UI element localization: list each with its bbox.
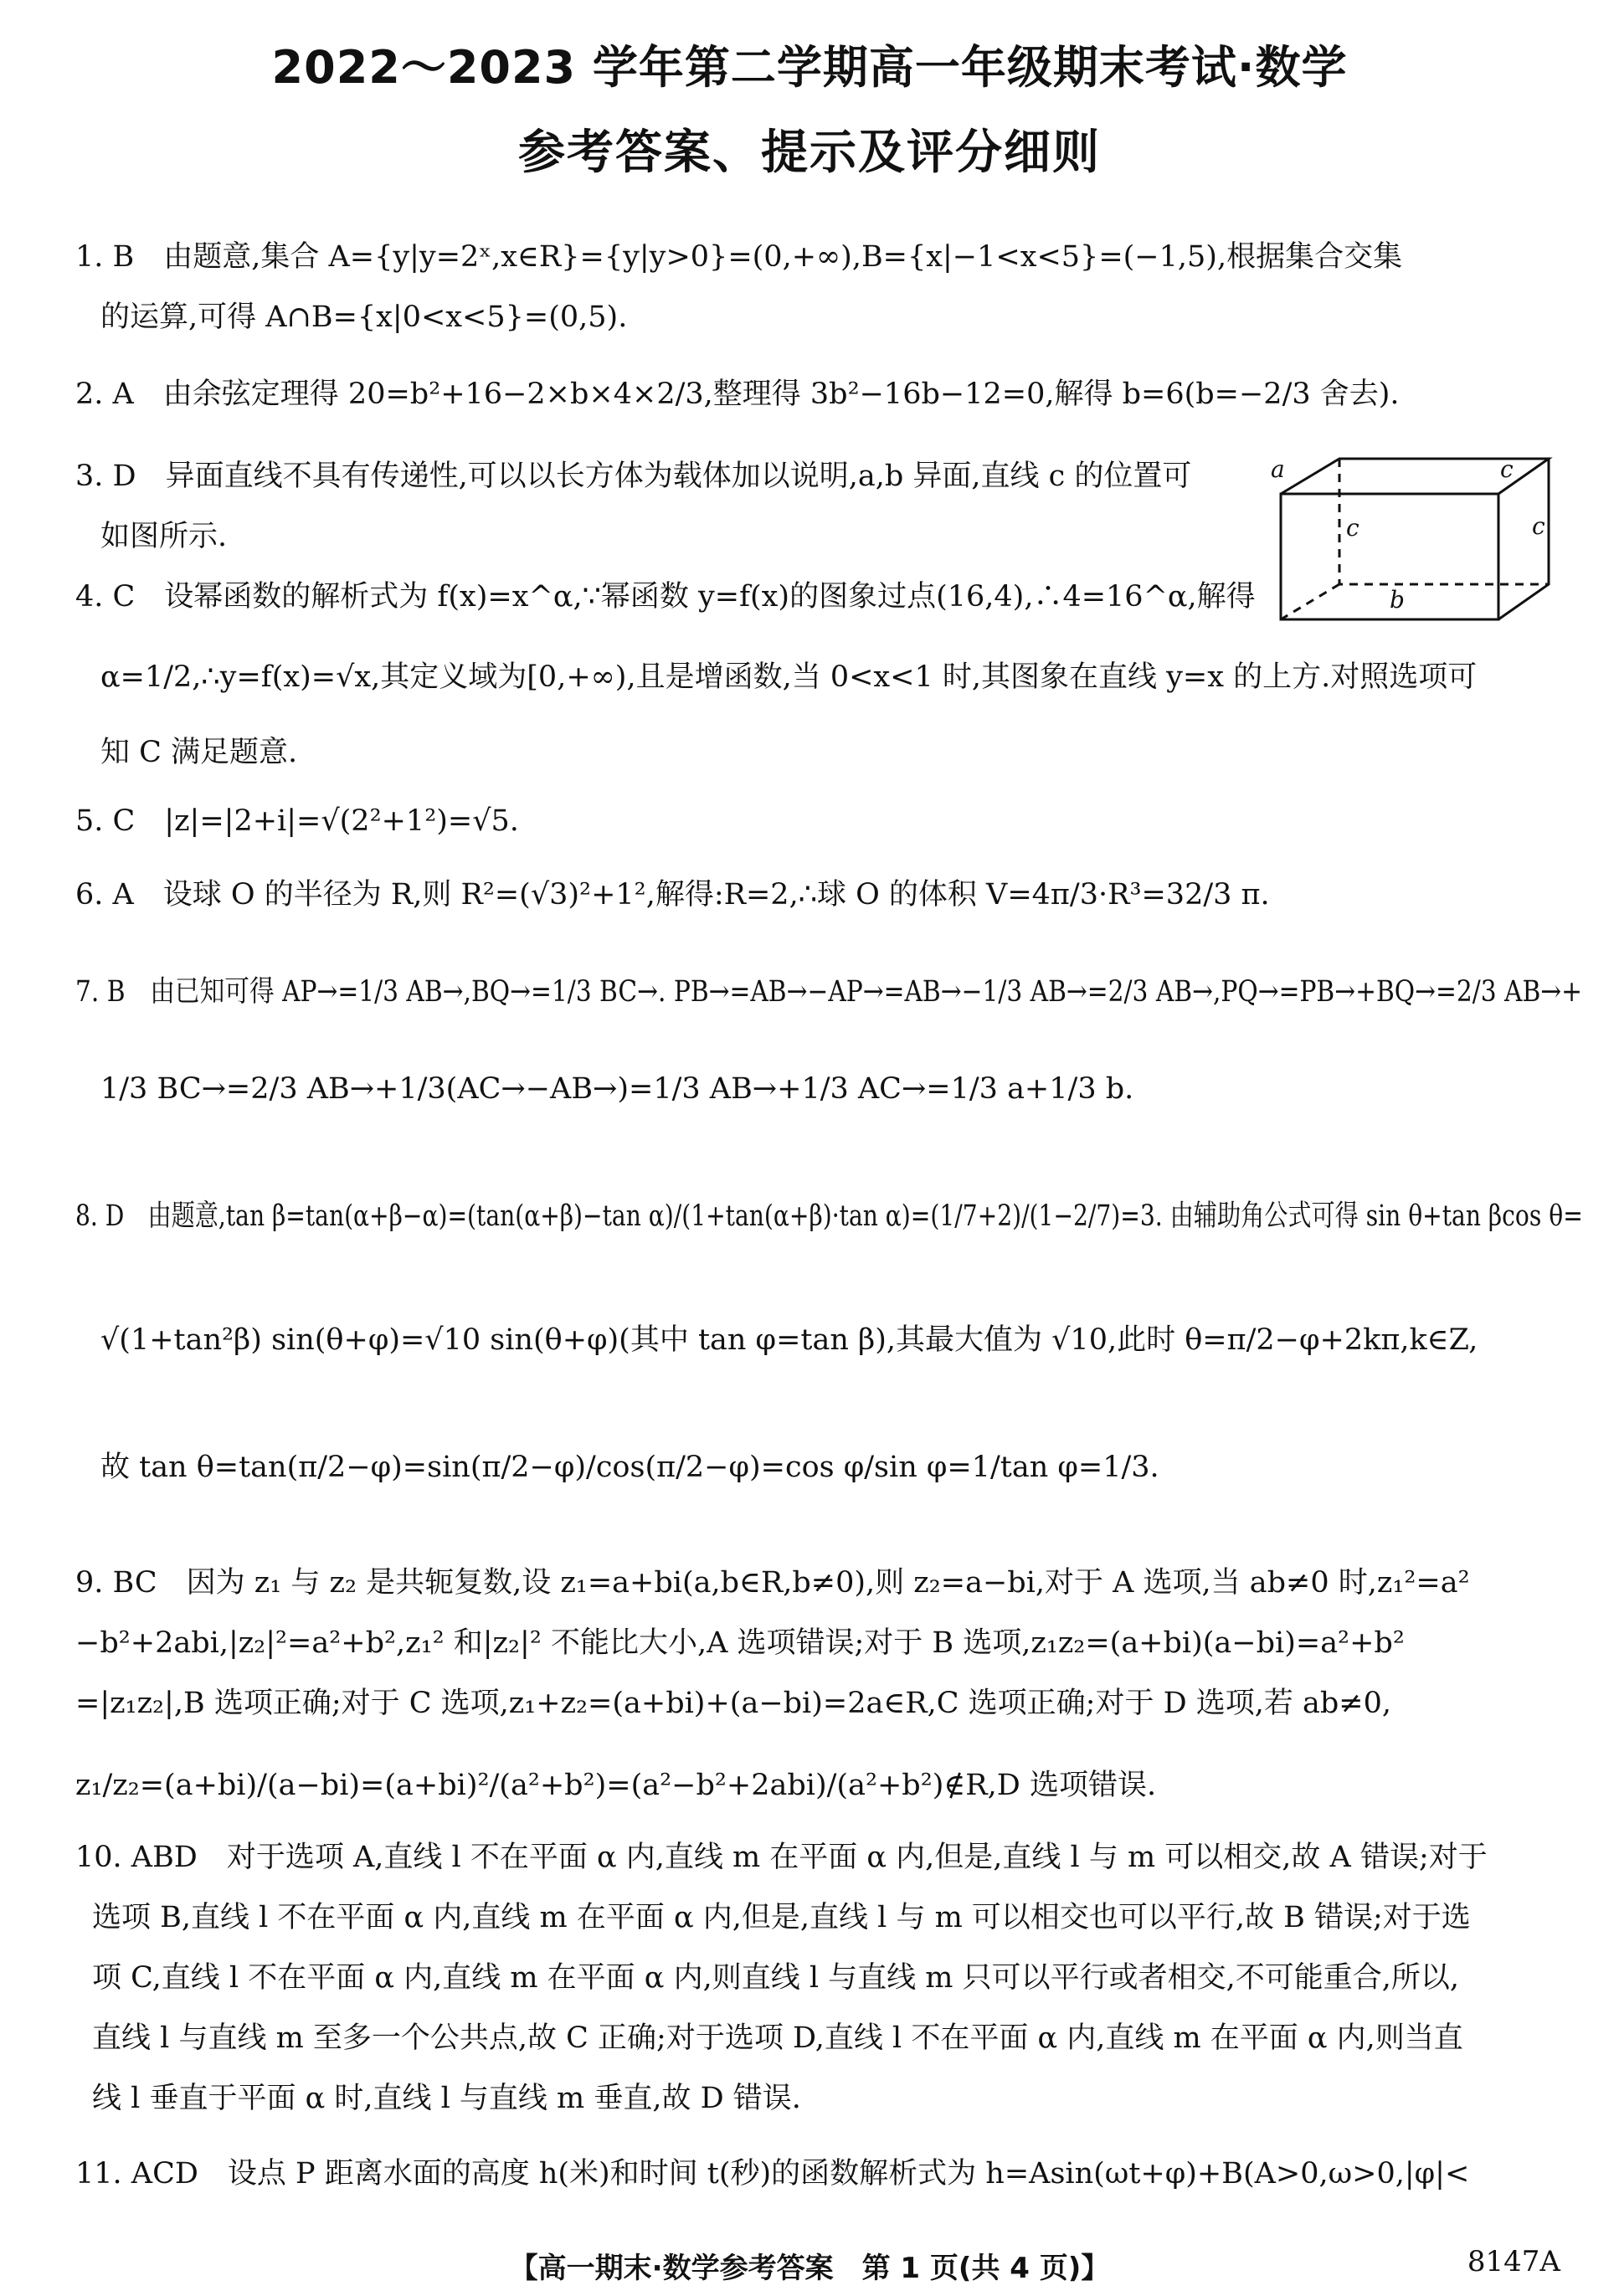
label-b: b [1390,586,1405,614]
answer-line: =|z₁z₂|,B 选项正确;对于 C 选项,z₁+z₂=(a+bi)+(a−bi)=2a∈R,C 选项正确;对于 D 选项,若 ab≠0, [75,1687,1391,1720]
label-c-right: c [1532,512,1545,540]
answer-line: 故 tan θ=tan(π/2−φ)=sin(π/2−φ)/cos(π/2−φ)=cos φ/sin φ=1/tan φ=1/3. [100,1451,1159,1484]
document-code: 8147A [1467,2245,1560,2278]
answer-line: 项 C,直线 l 不在平面 α 内,直线 m 在平面 α 内,则直线 l 与直线 m 只可以平行或者相交,不可能重合,所以, [92,1961,1459,1995]
answer-line: 8. D 由题意,tan β=tan(α+β−α)=(tan(α+β)−tan α)/(1+tan(α+β)·tan α)=(1/7+2)/(1−2/7)=3. 由辅助角公式可得 sin θ+tan βcos θ= [75,1199,1583,1233]
cuboid-hidden-diagonal [1281,584,1339,619]
answer-line: 知 C 满足题意. [100,736,298,769]
cuboid-figure [1272,452,1557,628]
answer-line: 的运算,可得 A∩B={x|0<x<5}=(0,5). [100,300,628,334]
answer-line: 线 l 垂直于平面 α 时,直线 l 与直线 m 垂直,故 D 错误. [92,2082,801,2115]
answer-line: −b²+2abi,|z₂|²=a²+b²,z₁² 和|z₂|² 不能比大小,A 选项错误;对于 B 选项,z₁z₂=(a+bi)(a−bi)=a²+b² [75,1626,1405,1660]
answer-line: 6. A 设球 O 的半径为 R,则 R²=(√3)²+1²,解得:R=2,∴球 O 的体积 V=4π/3·R³=32/3 π. [75,878,1270,912]
answer-line: α=1/2,∴y=f(x)=√x,其定义域为[0,+∞),且是增函数,当 0<x<1 时,其图象在直线 y=x 的上方.对照选项可 [100,660,1478,694]
label-c-inner: c [1346,514,1359,542]
answer-line: 11. ACD 设点 P 距离水面的高度 h(米)和时间 t(秒)的函数解析式为 h=Asin(ωt+φ)+B(A>0,ω>0,|φ|< [75,2157,1470,2191]
answer-line: 选项 B,直线 l 不在平面 α 内,直线 m 在平面 α 内,但是,直线 l 与 m 可以相交也可以平行,故 B 错误;对于选 [92,1901,1471,1934]
answer-line: z₁/z₂=(a+bi)/(a−bi)=(a+bi)²/(a²+b²)=(a²−b²+2abi)/(a²+b²)∉R,D 选项错误. [75,1769,1157,1802]
answer-line: 5. C |z|=|2+i|=√(2²+1²)=√5. [75,804,519,838]
page-title: 2022～2023 学年第二学期高一年级期末考试·数学 [271,41,1348,94]
answer-line: 直线 l 与直线 m 至多一个公共点,故 C 正确;对于选项 D,直线 l 不在平面 α 内,直线 m 在平面 α 内,则当直 [92,2021,1463,2055]
answer-line: 2. A 由余弦定理得 20=b²+16−2×b×4×2/3,整理得 3b²−16b−12=0,解得 b=6(b=−2/3 舍去). [75,378,1400,411]
cuboid-hidden-edges [1339,459,1549,584]
answer-line: 3. D 异面直线不具有传递性,可以以长方体为载体加以说明,a,b 异面,直线 c 的位置可 [75,460,1192,493]
answer-line: 10. ABD 对于选项 A,直线 l 不在平面 α 内,直线 m 在平面 α 内,但是,直线 l 与 m 可以相交,故 A 错误;对于 [75,1841,1488,1874]
answer-line: 如图所示. [100,520,228,553]
answer-line: 1/3 BC→=2/3 AB→+1/3(AC→−AB→)=1/3 AB→+1/3 AC→=1/3 a+1/3 b. [100,1072,1134,1106]
page-footer: 【高一期末·数学参考答案 第 1 页(共 4 页)】 [509,2252,1110,2285]
answer-line: 1. B 由题意,集合 A={y|y=2ˣ,x∈R}={y|y>0}=(0,+∞),B={x|−1<x<5}=(−1,5),根据集合交集 [75,240,1403,274]
answer-line: 7. B 由已知可得 AP→=1/3 AB→,BQ→=1/3 BC→. PB→=AB→−AP→=AB→−1/3 AB→=2/3 AB→,PQ→=PB→+BQ→=2/3 AB→+ [75,975,1583,1009]
answer-line: 9. BC 因为 z₁ 与 z₂ 是共轭复数,设 z₁=a+bi(a,b∈R,b≠0),则 z₂=a−bi,对于 A 选项,当 ab≠0 时,z₁²=a² [75,1566,1470,1600]
answer-line: 4. C 设幂函数的解析式为 f(x)=x^α,∵幂函数 y=f(x)的图象过点(16,4),∴4=16^α,解得 [75,580,1256,614]
page-subtitle: 参考答案、提示及评分细则 [518,126,1101,180]
answer-line: √(1+tan²β) sin(θ+φ)=√10 sin(θ+φ)(其中 tan φ=tan β),其最大值为 √10,此时 θ=π/2−φ+2kπ,k∈Z, [100,1323,1478,1357]
label-c-top: c [1500,455,1514,483]
label-a: a [1271,455,1285,483]
